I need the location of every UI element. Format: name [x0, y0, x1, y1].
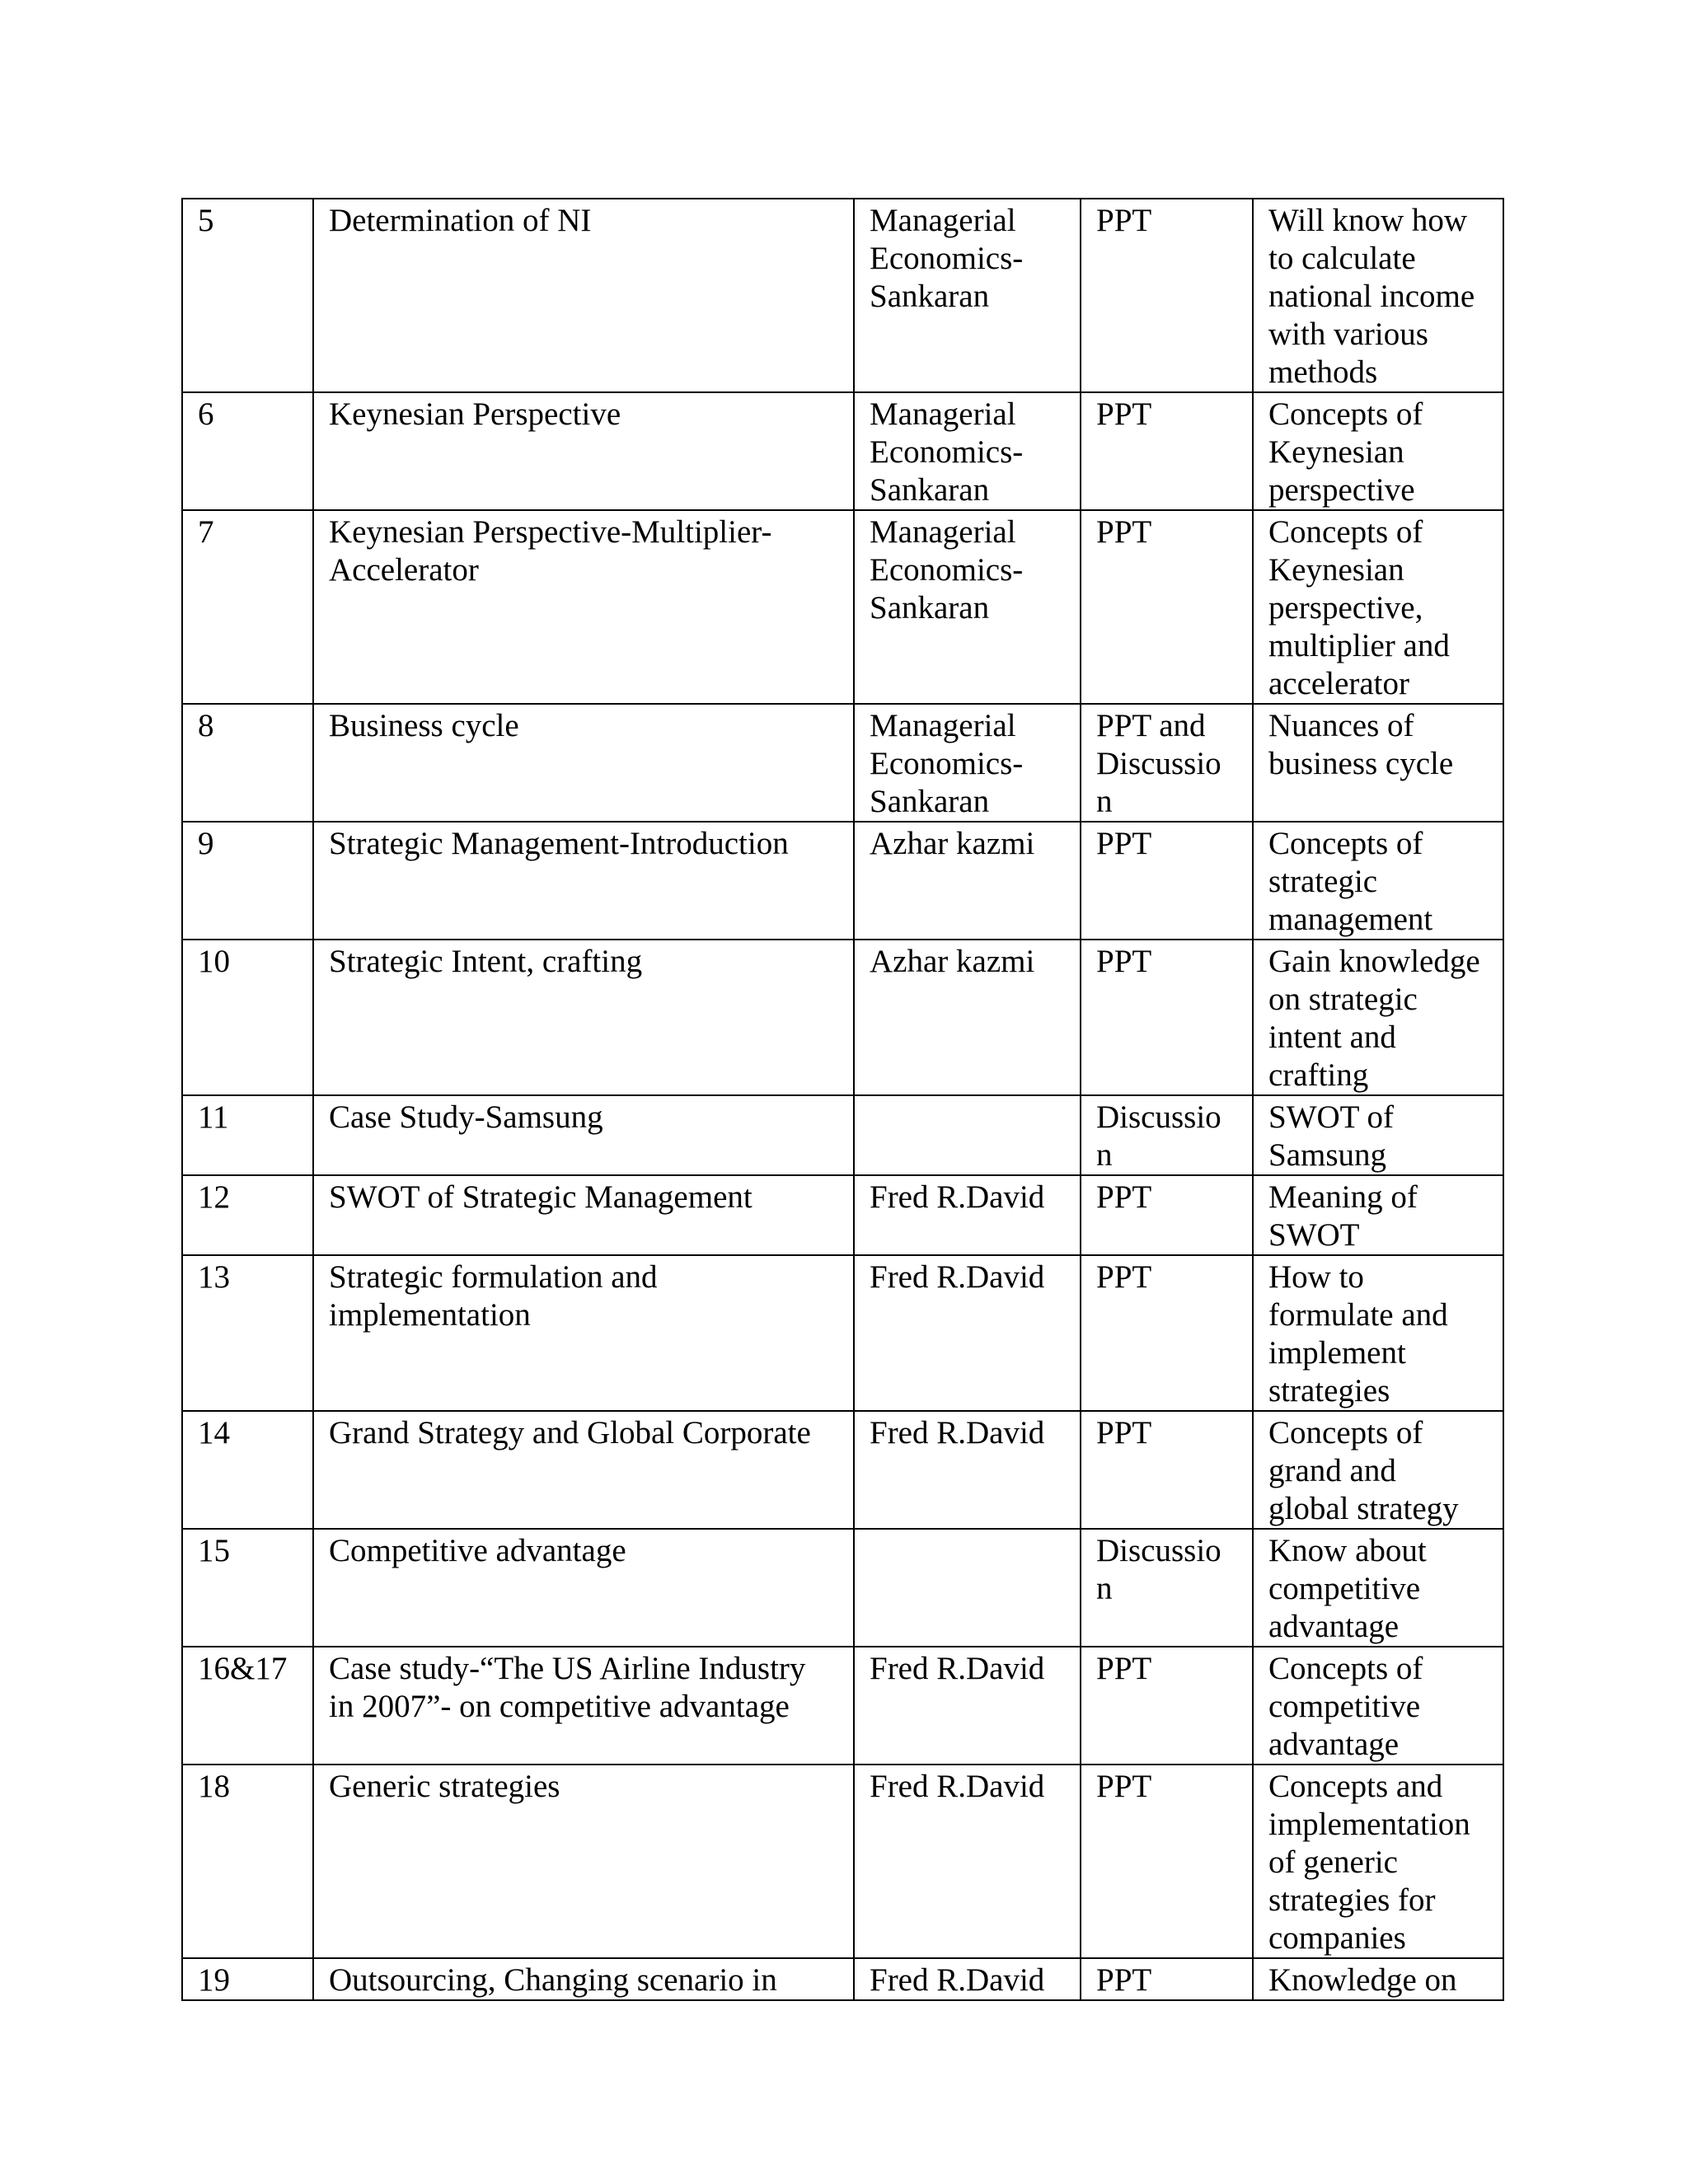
topic-cell: [313, 1958, 854, 2000]
session-number-cell: [182, 392, 313, 510]
topic-cell: [313, 704, 854, 822]
table-row: [182, 940, 1503, 1095]
topic-cell-text: SWOT of Strategic Management: [329, 1179, 753, 1215]
reference-cell: [854, 704, 1081, 822]
reference-cell: [854, 392, 1081, 510]
outcome-cell-text: Meaning of SWOT: [1268, 1179, 1418, 1253]
topic-cell-text: Keynesian Perspective: [329, 396, 621, 432]
topic-cell-text: Strategic formulation and implementation: [329, 1259, 658, 1333]
outcome-cell-text: Concepts of strategic management: [1268, 826, 1433, 937]
method-cell-text: PPT: [1096, 203, 1152, 238]
reference-cell: [854, 1765, 1081, 1958]
method-cell: [1081, 199, 1253, 392]
reference-cell-text: Managerial Economics- Sankaran: [870, 396, 1024, 508]
outcome-cell-text: Will know how to calculate national income with various methods: [1268, 203, 1475, 390]
reference-cell-text: Fred R.David: [870, 1179, 1045, 1215]
method-cell: [1081, 1958, 1253, 2000]
outcome-cell: [1253, 1958, 1503, 2000]
reference-cell: [854, 199, 1081, 392]
method-cell-text: PPT: [1096, 944, 1152, 979]
session-number-cell: [182, 1958, 313, 2000]
method-cell-text: PPT: [1096, 1179, 1152, 1215]
table-row: [182, 1175, 1503, 1255]
method-cell-text: PPT: [1096, 1415, 1152, 1451]
outcome-cell-text: Concepts of Keynesian perspective: [1268, 396, 1423, 508]
reference-cell: [854, 1647, 1081, 1765]
outcome-cell-text: Concepts of competitive advantage: [1268, 1651, 1423, 1762]
reference-cell: [854, 1095, 1081, 1175]
table-row: [182, 1255, 1503, 1411]
outcome-cell: [1253, 1255, 1503, 1411]
topic-cell: [313, 1647, 854, 1765]
reference-cell: [854, 1529, 1081, 1647]
method-cell: [1081, 1529, 1253, 1647]
method-cell-text: Discussio n: [1096, 1533, 1221, 1606]
reference-cell-text: Fred R.David: [870, 1415, 1045, 1451]
outcome-cell: [1253, 392, 1503, 510]
session-number-cell-text: 9: [198, 826, 214, 861]
session-number-cell: [182, 940, 313, 1095]
method-cell-text: PPT: [1096, 1769, 1152, 1804]
outcome-cell-text: Knowledge on: [1268, 1962, 1457, 1998]
reference-cell: [854, 1411, 1081, 1529]
reference-cell-text: Managerial Economics- Sankaran: [870, 514, 1024, 626]
session-number-cell-text: 7: [198, 514, 214, 550]
reference-cell-text: Fred R.David: [870, 1259, 1045, 1295]
session-number-cell-text: 8: [198, 708, 214, 743]
table-row: [182, 392, 1503, 510]
outcome-cell: [1253, 1765, 1503, 1958]
reference-cell: [854, 1175, 1081, 1255]
session-number-cell-text: 16&17: [198, 1651, 288, 1686]
session-number-cell-text: 11: [198, 1099, 229, 1135]
session-number-cell: [182, 510, 313, 704]
method-cell: [1081, 1411, 1253, 1529]
topic-cell-text: Keynesian Perspective-Multiplier- Accelerator: [329, 514, 772, 588]
outcome-cell-text: Nuances of business cycle: [1268, 708, 1454, 781]
reference-cell: [854, 1255, 1081, 1411]
table-row: [182, 1647, 1503, 1765]
session-number-cell: [182, 1095, 313, 1175]
syllabus-table-body: [182, 199, 1503, 2000]
topic-cell: [313, 1255, 854, 1411]
table-row: [182, 822, 1503, 940]
session-number-cell: [182, 704, 313, 822]
method-cell: [1081, 392, 1253, 510]
outcome-cell: [1253, 704, 1503, 822]
reference-cell-text: Fred R.David: [870, 1962, 1045, 1998]
outcome-cell-text: Concepts of grand and global strategy: [1268, 1415, 1459, 1526]
method-cell-text: PPT and Discussio n: [1096, 708, 1221, 819]
outcome-cell-text: SWOT of Samsung: [1268, 1099, 1395, 1173]
session-number-cell: [182, 822, 313, 940]
reference-cell-text: Fred R.David: [870, 1769, 1045, 1804]
session-number-cell-text: 19: [198, 1962, 230, 1998]
method-cell-text: PPT: [1096, 396, 1152, 432]
reference-cell: [854, 822, 1081, 940]
reference-cell-text: Azhar kazmi: [870, 944, 1035, 979]
session-number-cell-text: 18: [198, 1769, 230, 1804]
topic-cell: [313, 940, 854, 1095]
topic-cell-text: Generic strategies: [329, 1769, 560, 1804]
outcome-cell-text: Concepts of Keynesian perspective, multiplier and accelerator: [1268, 514, 1450, 701]
session-number-cell-text: 15: [198, 1533, 230, 1568]
topic-cell-text: Business cycle: [329, 708, 519, 743]
table-row: [182, 1529, 1503, 1647]
method-cell: [1081, 1175, 1253, 1255]
outcome-cell-text: Concepts and implementation of generic strategies for companies: [1268, 1769, 1470, 1956]
topic-cell-text: Strategic Management-Introduction: [329, 826, 789, 861]
method-cell-text: PPT: [1096, 826, 1152, 861]
method-cell-text: PPT: [1096, 1651, 1152, 1686]
topic-cell: [313, 1411, 854, 1529]
topic-cell-text: Grand Strategy and Global Corporate: [329, 1415, 811, 1451]
session-number-cell: [182, 1175, 313, 1255]
table-row: [182, 1411, 1503, 1529]
session-number-cell: [182, 199, 313, 392]
session-number-cell: [182, 1411, 313, 1529]
topic-cell: [313, 1765, 854, 1958]
topic-cell-text: Outsourcing, Changing scenario in: [329, 1962, 777, 1998]
topic-cell-text: Strategic Intent, crafting: [329, 944, 643, 979]
method-cell-text: PPT: [1096, 514, 1152, 550]
session-number-cell-text: 13: [198, 1259, 230, 1295]
outcome-cell: [1253, 1175, 1503, 1255]
topic-cell: [313, 510, 854, 704]
session-number-cell: [182, 1255, 313, 1411]
outcome-cell: [1253, 510, 1503, 704]
session-number-cell-text: 10: [198, 944, 230, 979]
session-number-cell: [182, 1765, 313, 1958]
method-cell: [1081, 1647, 1253, 1765]
session-number-cell-text: 5: [198, 203, 214, 238]
session-number-cell: [182, 1529, 313, 1647]
method-cell: [1081, 940, 1253, 1095]
outcome-cell-text: How to formulate and implement strategies: [1268, 1259, 1448, 1408]
reference-cell-text: Fred R.David: [870, 1651, 1045, 1686]
session-number-cell-text: 14: [198, 1415, 230, 1451]
topic-cell-text: Determination of NI: [329, 203, 592, 238]
topic-cell-text: Case Study-Samsung: [329, 1099, 603, 1135]
topic-cell: [313, 1529, 854, 1647]
outcome-cell: [1253, 1647, 1503, 1765]
method-cell: [1081, 1095, 1253, 1175]
outcome-cell: [1253, 1411, 1503, 1529]
outcome-cell-text: Gain knowledge on strategic intent and crafting: [1268, 944, 1480, 1093]
reference-cell-text: Managerial Economics- Sankaran: [870, 203, 1024, 314]
outcome-cell: [1253, 199, 1503, 392]
outcome-cell: [1253, 940, 1503, 1095]
method-cell-text: Discussio n: [1096, 1099, 1221, 1173]
reference-cell: [854, 940, 1081, 1095]
method-cell: [1081, 1765, 1253, 1958]
topic-cell: [313, 199, 854, 392]
method-cell-text: PPT: [1096, 1962, 1152, 1998]
session-number-cell-text: 6: [198, 396, 214, 432]
session-number-cell: [182, 1647, 313, 1765]
table-row: [182, 704, 1503, 822]
topic-cell: [313, 1095, 854, 1175]
reference-cell: [854, 1958, 1081, 2000]
table-row: [182, 1095, 1503, 1175]
table-row: [182, 510, 1503, 704]
topic-cell: [313, 1175, 854, 1255]
method-cell: [1081, 510, 1253, 704]
method-cell: [1081, 822, 1253, 940]
outcome-cell: [1253, 822, 1503, 940]
topic-cell: [313, 392, 854, 510]
outcome-cell-text: Know about competitive advantage: [1268, 1533, 1427, 1644]
outcome-cell: [1253, 1529, 1503, 1647]
table-row: [182, 199, 1503, 392]
table-row: [182, 1958, 1503, 2000]
topic-cell-text: Case study-“The US Airline Industry in 2007”- on competitive advantage: [329, 1651, 806, 1724]
method-cell: [1081, 704, 1253, 822]
topic-cell-text: Competitive advantage: [329, 1533, 626, 1568]
topic-cell: [313, 822, 854, 940]
table-row: [182, 1765, 1503, 1958]
method-cell: [1081, 1255, 1253, 1411]
reference-cell-text: Managerial Economics- Sankaran: [870, 708, 1024, 819]
outcome-cell: [1253, 1095, 1503, 1175]
reference-cell-text: Azhar kazmi: [870, 826, 1035, 861]
reference-cell: [854, 510, 1081, 704]
method-cell-text: PPT: [1096, 1259, 1152, 1295]
session-number-cell-text: 12: [198, 1179, 230, 1215]
syllabus-table: [181, 198, 1504, 2001]
